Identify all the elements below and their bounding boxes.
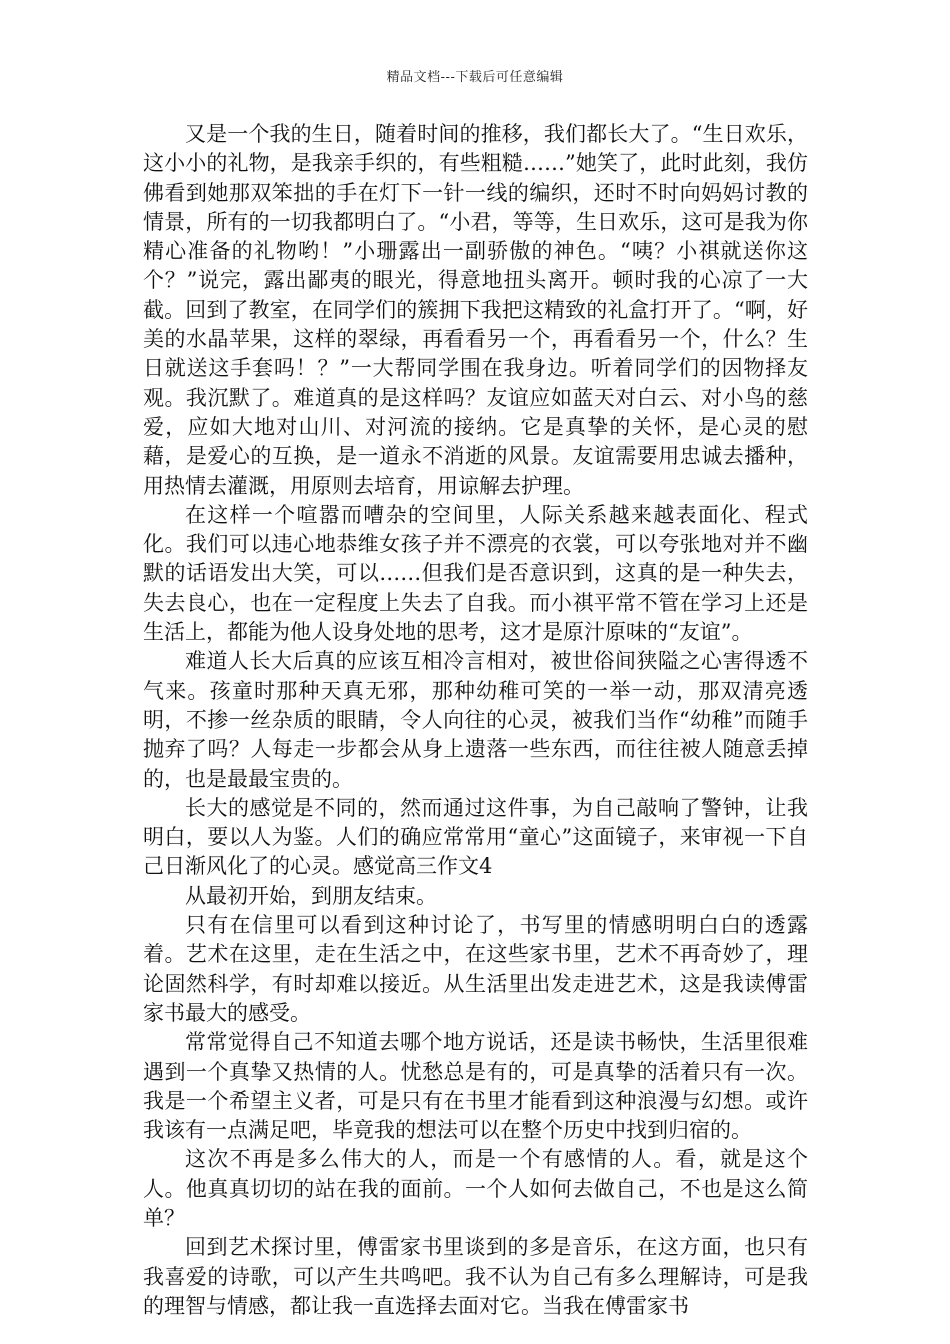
body-paragraph: 回到艺术探讨里，傅雷家书里谈到的多是音乐，在这方面，也只有我喜爱的诗歌，可以产生共鸣吧。我不认为自己有多么理解诗，可是我的理智与情感，都让我一直选择去面对它。当我在傅雷家书 — [143, 1235, 808, 1318]
page-header: 精品文档---下载后可任意编辑 — [386, 70, 564, 85]
body-paragraph: 又是一个我的生日，随着时间的推移，我们都长大了。“生日欢乐，这小小的礼物，是我亲手织的，有些粗糙……”她笑了，此时此刻，我仿佛看到她那双笨拙的手在灯下一针一线的编织，还时不时向妈妈讨教的情景，所有的一切我都明白了。“小君，等等，生日欢乐，这可是我为你精心准备的礼物哟！”小珊露出一副骄傲的神色。“咦？小祺就送你这个？”说完，露出鄙夷的眼光，得意地扭头离开。顿时我的心凉了一大截。回到了教室，在同学们的簇拥下我把这精致的礼盒打开了。“啊，好美的水晶苹果，这样的翠绿，再看看另一个，再看看另一个，什么？生日就送这手套吗！？”一大帮同学围在我身边。听着同学们的因物择友观。我沉默了。难道真的是这样吗？友谊应如蓝天对白云、对小鸟的慈爱，应如大地对山川、对河流的接纳。它是真挚的关怀，是心灵的慰藉，是爱心的互换，是一道永不消逝的风景。友谊需要用忠诚去播种，用热情去灌溉，用原则去培育，用谅解去护理。 — [143, 122, 808, 498]
body-paragraph: 常常觉得自己不知道去哪个地方说话，还是读书畅快，生活里很难遇到一个真挚又热情的人。忧愁总是有的，可是真挚的活着只有一次。我是一个希望主义者，可是只有在书里才能看到这种浪漫与幻想。或许我该有一点满足吧，毕竟我的想法可以在整个历史中找到归宿的。 — [143, 1030, 808, 1143]
body-paragraph: 这次不再是多么伟大的人，而是一个有感情的人。看，就是这个人。他真真切切的站在我的面前。一个人如何去做自己，不也是这么简单？ — [143, 1147, 808, 1230]
body-paragraph: 长大的感觉是不同的，然而通过这件事，为自己敲响了警钟，让我明白，要以人为鉴。人们的确应常常用“童心”这面镜子，来审视一下自己日渐风化了的心灵。感觉高三作文4 — [143, 795, 808, 879]
body-paragraph: 难道人长大后真的应该互相冷言相对，被世俗间狭隘之心害得透不气来。孩童时那种天真无邪，那种幼稚可笑的一举一动，那双清亮透明，不掺一丝杂质的眼睛，令人向往的心灵，被我们当作“幼稚”而随手抛弃了吗？人每走一步都会从身上遗落一些东西，而往往被人随意丢掉的，也是最最宝贵的。 — [143, 649, 808, 791]
body-paragraph: 只有在信里可以看到这种讨论了，书写里的情感明明白白的透露着。艺术在这里，走在生活之中，在这些家书里，艺术不再奇妙了，理论固然科学，有时却难以接近。从生活里出发走进艺术，这是我读傅雷家书最大的感受。 — [143, 913, 808, 1025]
document-body — [143, 120, 808, 1321]
body-paragraph: 在这样一个喧嚣而嘈杂的空间里，人际关系越来越表面化、程式化。我们可以违心地恭维女孩子并不漂亮的衣裳，可以夸张地对并不幽默的话语发出大笑，可以……但我们是否意识到，这真的是一种失去，失去良心，也在一定程度上失去了自我。而小祺平常不管在学习上还是生活上，都能为他人设身处地的思考，这才是原汁原味的“友谊”。 — [143, 502, 808, 645]
body-paragraph: 从最初开始，到朋友结束。 — [185, 883, 437, 908]
